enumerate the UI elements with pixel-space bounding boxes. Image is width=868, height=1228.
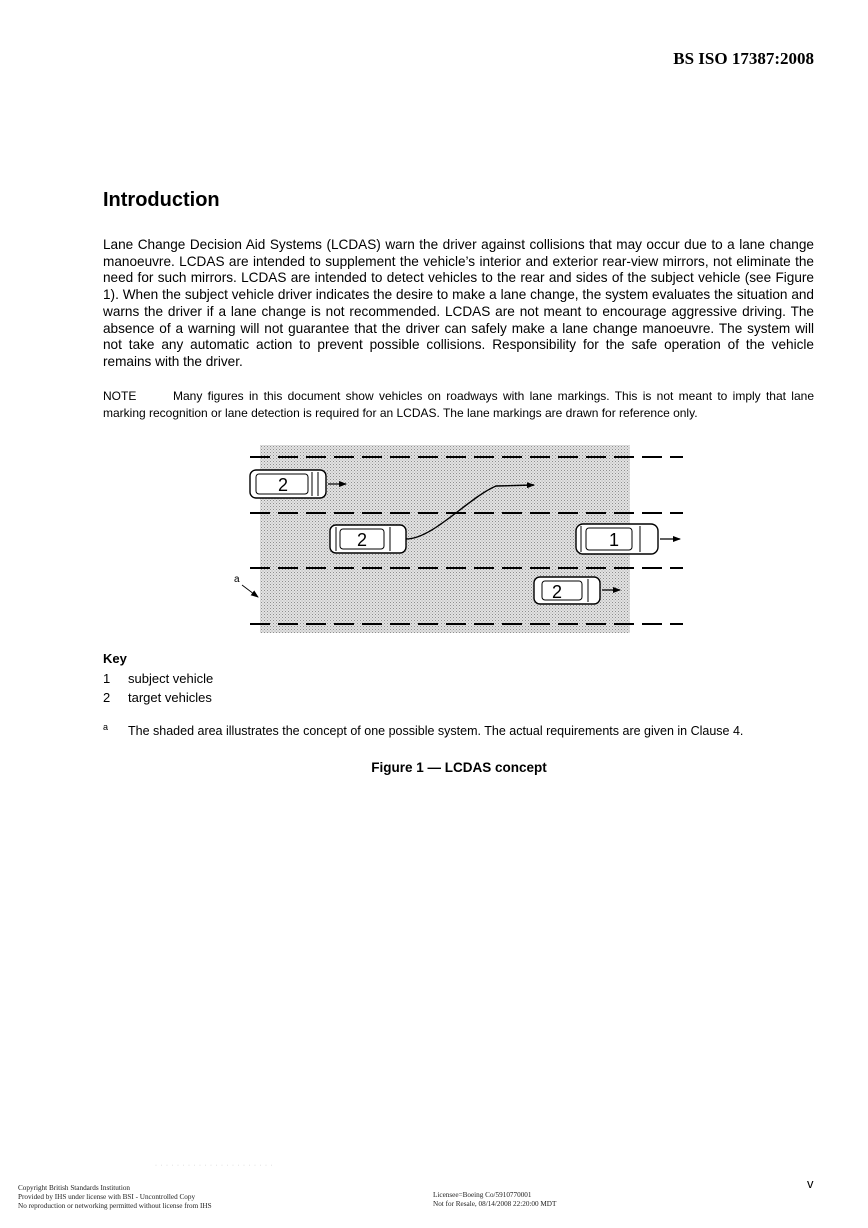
note-label: NOTE (103, 389, 137, 403)
key-number: 1 (103, 671, 111, 686)
key-item (103, 690, 212, 705)
vehicle-label: 2 (277, 475, 289, 495)
note-text: Many figures in this document show vehicles on roadways with lane markings. This is not meant to imply that lane marking recognition or lane detection is required for an LCDAS. The lane markings are drawn for reference only. (103, 389, 814, 420)
vehicle-label: 2 (551, 582, 563, 602)
figure-footnote (103, 722, 743, 738)
key-text: subject vehicle (128, 671, 214, 686)
figure-caption: Figure 1 — LCDAS concept (371, 760, 547, 775)
standard-number: BS ISO 17387:2008 (673, 49, 814, 68)
footer-line: No reproduction or networking permitted without license from IHS (18, 1202, 212, 1210)
key-item (103, 671, 213, 686)
shaded-area-pointer (234, 574, 258, 597)
key-text: target vehicles (128, 690, 212, 705)
footer-line: Copyright British Standards Institution (18, 1184, 131, 1192)
footnote-text: The shaded area illustrates the concept of one possible system. The actual requirements are given in Clause 4. (128, 724, 744, 738)
page-number: v (807, 1176, 814, 1191)
footer-licensee (433, 1191, 556, 1209)
pointer-label: a (234, 574, 240, 585)
footer-line: Licensee=Boeing Co/5910770001 (433, 1191, 532, 1199)
section-heading: Introduction (103, 189, 220, 211)
vehicle-label: 1 (608, 530, 620, 550)
scan-artifact: · · · · · · · · · · · · · · · · · · · · · · (155, 1163, 274, 1169)
footer-line: Provided by IHS under license with BSI - Uncontrolled Copy (18, 1193, 196, 1201)
vehicle-label: 2 (356, 530, 368, 550)
vehicle-target-middle (330, 525, 406, 553)
note-block (103, 388, 814, 422)
key-number: 2 (103, 690, 111, 705)
footer-copyright (18, 1184, 212, 1211)
vehicle-subject (576, 524, 680, 554)
footer-line: Not for Resale, 08/14/2008 22:20:00 MDT (433, 1200, 557, 1208)
lcdas-figure (228, 440, 688, 640)
key-heading: Key (103, 651, 127, 666)
intro-paragraph: Lane Change Decision Aid Systems (LCDAS) warn the driver against collisions that may occur due to a lane change manoeuvre. LCDAS are intended to supplement the vehicle’s interior and exterior rear-view mirrors, not eliminate the need for such mirrors. LCDAS are intended to detect vehicles to the rear and sides of the subject vehicle (see Figure 1). When the subject vehicle driver indicates the desire to make a lane change, the system evaluates the situation and warns the driver if a lane change is not recommended. LCDAS are not meant to encourage aggressive driving. The absence of a warning will not guarantee that the driver can safely make a lane change manoeuvre. The system will not take any automatic action to prevent possible collisions. Responsibility for the safe operation of the vehicle remains with the driver. (103, 237, 814, 369)
footnote-marker: a (103, 722, 109, 732)
